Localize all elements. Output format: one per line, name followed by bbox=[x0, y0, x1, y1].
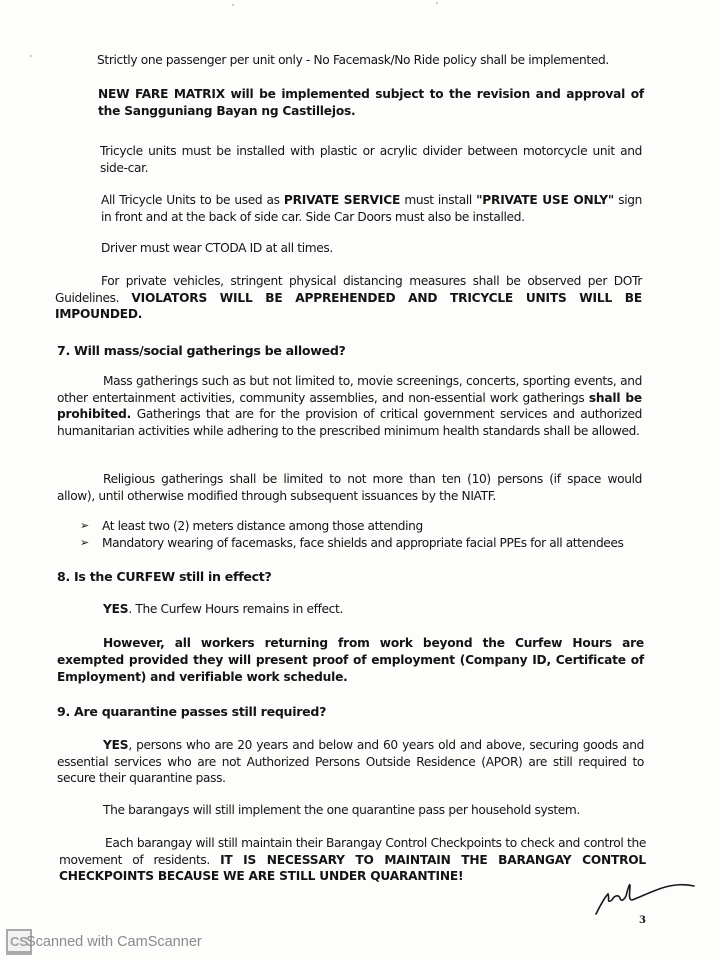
list-item bbox=[80, 535, 623, 552]
text-run: For private vehicles, stringent physical distancing measures shall be observed per DOTr Guidelines. bbox=[55, 274, 642, 305]
scan-speck bbox=[232, 4, 234, 6]
arrow-bullet-icon: ➢ bbox=[80, 519, 89, 532]
text-run-bold: IT IS NECESSARY TO MAINTAIN THE BARANGAY CONTROL CHECKPOINTS BECAUSE WE ARE STILL UNDER QUARANTINE! bbox=[59, 852, 646, 883]
quarantine-pass-answer-paragraph bbox=[57, 737, 644, 787]
signature-initials-icon bbox=[590, 878, 700, 918]
text-run: Mass gatherings such as but not limited to, movie screenings, concerts, sporting events, and other entertainment activities, community assemblies, and non-essential work gatherings bbox=[57, 374, 642, 405]
text-run-bold: "PRIVATE USE ONLY" bbox=[476, 193, 614, 207]
question-9-heading: 9. Are quarantine passes still required? bbox=[57, 704, 327, 719]
text-run: sign in front and at the back of side car. Side Car Doors must also be installed. bbox=[101, 193, 643, 224]
text-run: All Tricycle Units to be used as bbox=[101, 193, 284, 207]
scan-speck bbox=[436, 2, 438, 4]
page-number: 3 bbox=[639, 915, 646, 926]
watermark-text: Scanned with CamScanner bbox=[26, 934, 202, 950]
text-run: Gatherings that are for the provision of critical government services and authorized humanitarian activities while adhering to the prescribed minimum health standards shall be allowed. bbox=[57, 407, 642, 438]
camscanner-logo-icon: CS bbox=[6, 929, 32, 955]
text-run-bold: YES bbox=[103, 738, 129, 752]
question-7-heading: 7. Will mass/social gatherings be allowed? bbox=[57, 343, 346, 358]
private-service-paragraph bbox=[101, 192, 642, 225]
religious-gatherings-paragraph: Religious gatherings shall be limited to not more than ten (10) persons (if space would allow), until otherwise modified through subsequent issuances by the NIATF. bbox=[57, 472, 642, 503]
list-item bbox=[80, 518, 623, 535]
household-pass-paragraph: The barangays will still implement the one quarantine pass per household system. bbox=[103, 803, 580, 817]
ctoda-id-paragraph: Driver must wear CTODA ID at all times. bbox=[101, 241, 333, 255]
text-run: must install bbox=[400, 193, 477, 207]
list-item-text: Mandatory wearing of facemasks, face shields and appropriate facial PPEs for all attendees bbox=[102, 535, 624, 550]
passenger-policy-paragraph: Strictly one passenger per unit only - No Facemask/No Ride policy shall be implemented. bbox=[97, 53, 609, 67]
scan-speck bbox=[30, 55, 32, 57]
mass-gatherings-paragraph bbox=[57, 373, 642, 439]
divider-paragraph: Tricycle units must be installed with plastic or acrylic divider between motorcycle unit and side-car. bbox=[100, 144, 642, 175]
text-run-bold: PRIVATE SERVICE bbox=[283, 193, 401, 207]
checkpoints-paragraph bbox=[59, 835, 646, 885]
curfew-exemption-paragraph: However, all workers returning from work beyond the Curfew Hours are exempted provided they will present proof of employment (Company ID, Certificate of Employment) and verifiable work schedule. bbox=[57, 636, 644, 684]
text-run-bold: VIOLATORS WILL BE APPREHENDED AND TRICYCLE UNITS WILL BE IMPOUNDED. bbox=[55, 290, 642, 321]
religious-requirements-list bbox=[80, 518, 623, 551]
list-item-text: At least two (2) meters distance among those attending bbox=[102, 519, 423, 533]
text-run: , persons who are 20 years and below and 60 years old and above, securing goods and essential services who are not Authorized Persons Outside Residence (APOR) are still required to secure their quarantine pass. bbox=[57, 738, 644, 785]
text-run-bold: shall be prohibited. bbox=[57, 390, 642, 421]
text-run-bold: YES bbox=[103, 602, 129, 616]
text-run: . The Curfew Hours remains in effect. bbox=[128, 602, 343, 616]
question-8-heading: 8. Is the CURFEW still in effect? bbox=[57, 569, 272, 584]
fare-matrix-paragraph: NEW FARE MATRIX will be implemented subject to the revision and approval of the Sangguniang Bayan ng Castillejos. bbox=[98, 87, 644, 118]
curfew-answer-paragraph bbox=[103, 601, 643, 618]
private-vehicles-paragraph bbox=[55, 273, 642, 323]
arrow-bullet-icon: ➢ bbox=[80, 535, 89, 549]
text-run: Each barangay will still maintain their Barangay Control Checkpoints to check and control the movement of residents. bbox=[59, 836, 646, 867]
camscanner-watermark bbox=[6, 929, 202, 955]
